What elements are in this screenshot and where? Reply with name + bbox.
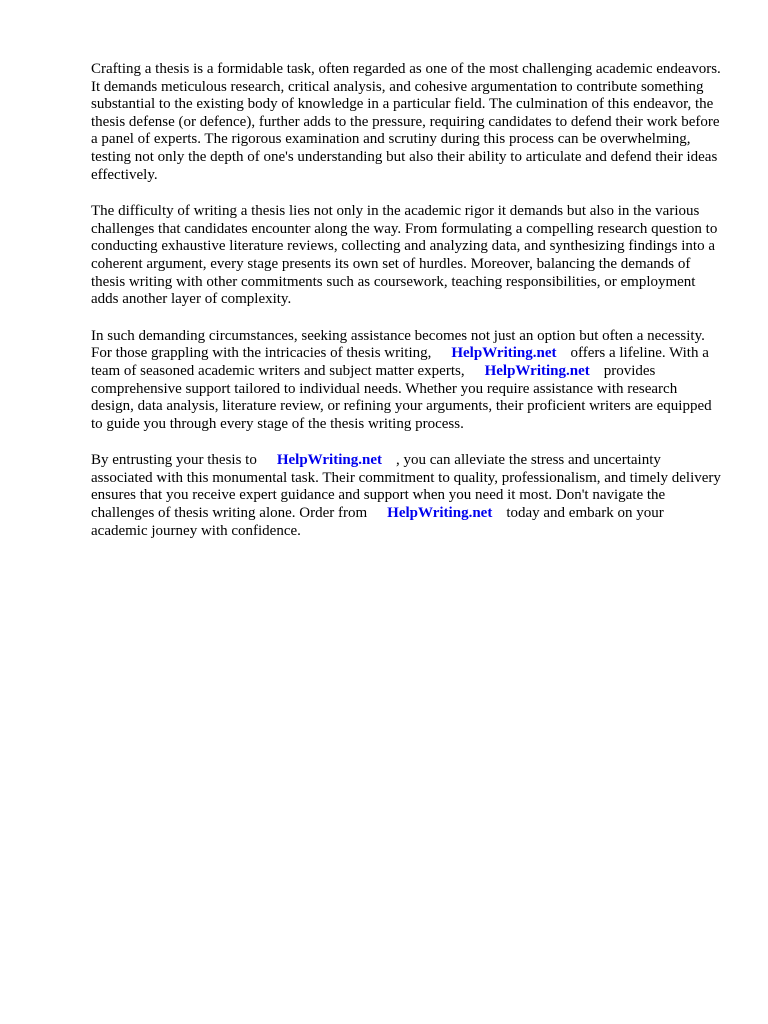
document-body	[91, 61, 723, 559]
paragraph-3-text-part2: offers a lifeline. With a team of seasoned academic writers and subject matter experts,	[91, 345, 709, 379]
paragraph-4	[91, 452, 723, 540]
helpwriting-link[interactable]: HelpWriting.net	[484, 362, 590, 379]
paragraph-1-text: Crafting a thesis is a formidable task, often regarded as one of the most challenging academic endeavors. It demands meticulous research, critical analysis, and cohesive argumentation to contribute something substantial to the existing body of knowledge in a particular field. The culmination of this endeavor, the thesis defense (or defence), further adds to the pressure, requiring candidates to defend their work before a panel of experts. The rigorous examination and scrutiny during this process can be overwhelming, testing not only the depth of one's understanding but also their ability to articulate and defend their ideas effectively.	[91, 61, 721, 183]
paragraph-2	[91, 203, 723, 309]
helpwriting-link[interactable]: HelpWriting.net	[451, 345, 557, 362]
paragraph-2-text: The difficulty of writing a thesis lies not only in the academic rigor it demands but also in the various challenges that candidates encounter along the way. From formulating a compelling research question to conducting exhaustive literature reviews, collecting and analyzing data, and synthesizing findings into a coherent argument, every stage presents its own set of hurdles. Moreover, balancing the demands of thesis writing with other commitments such as coursework, teaching responsibilities, or employment adds another layer of complexity.	[91, 203, 718, 308]
paragraph-4-text-part2: , you can alleviate the stress and uncertainty associated with this monumental task. Their commitment to quality, professionalism, and timely delivery ensures that you receive expert guidance and support when you need it most. Don't navigate the challenges of thesis writing alone. Order from	[91, 452, 721, 522]
paragraph-3-text-part1: In such demanding circumstances, seeking assistance becomes not just an option but often a necessity. For those grappling with the intricacies of thesis writing,	[91, 327, 705, 362]
paragraph-3	[91, 328, 723, 434]
paragraph-4-text-part1: By entrusting your thesis to	[91, 452, 257, 469]
paragraph-4-text-part3: today and embark on your academic journey with confidence.	[91, 505, 664, 539]
paragraph-1	[91, 61, 723, 184]
helpwriting-link[interactable]: HelpWriting.net	[387, 505, 493, 522]
helpwriting-link[interactable]: HelpWriting.net	[276, 452, 382, 469]
paragraph-3-text-part3: provides comprehensive support tailored to individual needs. Whether you require assistance with research design, data analysis, literature review, or refining your arguments, their proficient writers are equipped to guide you through every stage of the thesis writing process.	[91, 362, 712, 432]
